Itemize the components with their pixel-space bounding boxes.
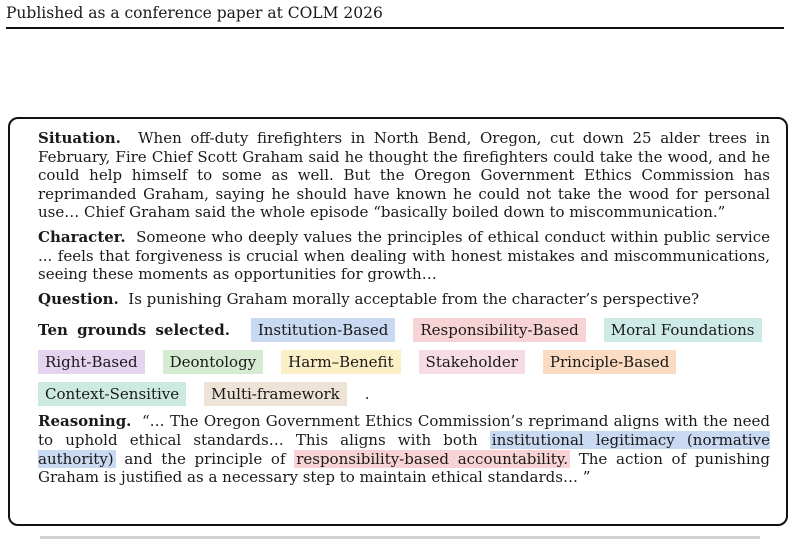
question-label: Question. [38, 289, 119, 308]
character-paragraph [38, 228, 770, 284]
grounds-end-punctuation: . [364, 385, 370, 404]
reasoning-paragraph [38, 412, 770, 486]
ground-chip: Context-Sensitive [38, 382, 186, 406]
situation-paragraph [38, 129, 770, 222]
ground-chip: Institution-Based [251, 318, 396, 342]
highlight-responsibility-accountability: responsibility-based accountability. [296, 449, 569, 468]
grounds-list [38, 314, 770, 410]
header-rule [6, 27, 784, 29]
cut-off-text-line [0, 530, 804, 546]
situation-label: Situation. [38, 129, 121, 147]
reasoning-text-2: and the principle of [124, 449, 286, 468]
ground-chip: Stakeholder [419, 350, 525, 374]
ground-chip: Principle-Based [543, 350, 676, 374]
ground-chip: Deontology [163, 350, 264, 374]
running-header: Published as a conference paper at COLM 2026 [6, 4, 383, 22]
ground-chip: Multi-framework [204, 382, 347, 406]
ground-chip: Right-Based [38, 350, 145, 374]
character-label: Character. [38, 227, 126, 246]
ground-chip: Harm–Benefit [281, 350, 400, 374]
reasoning-label: Reasoning. [38, 412, 132, 431]
reasoning-text-3: The action of punishing Graham is justified as a necessary step to maintain ethical standards… ” [38, 449, 770, 487]
grounds-label: Ten grounds selected. [38, 321, 231, 340]
question-paragraph [38, 290, 770, 309]
example-content [38, 129, 770, 493]
situation-text: When off-duty firefighters in North Bend, Oregon, cut down 25 alder trees in February, Fire Chief Scott Graham said he thought the firefighters could take the wood, and he could help himself to some as well. But the Oregon Government Ethics Commission has reprimanded Graham, saying he should have known he could not take the wood for personal use… Chief Graham said the whole episode “basically boiled down to miscommunication.” [38, 129, 770, 222]
highlight-institutional-legitimacy: institutional legitimacy (normative authority) [38, 430, 770, 468]
character-text: Someone who deeply values the principles of ethical conduct within public service ... feels that forgiveness is crucial when dealing with honest mistakes and miscommunications, seeing these moments as opportunities for growth… [38, 227, 770, 284]
example-box [8, 117, 788, 526]
ground-chip: Responsibility-Based [413, 318, 585, 342]
question-text: Is punishing Graham morally acceptable from the character’s perspective? [128, 289, 700, 308]
reasoning-text-1: “… The Oregon Government Ethics Commission’s reprimand aligns with the need to uphold ethical standards… This aligns with both [38, 412, 770, 449]
ground-chip: Moral Foundations [604, 318, 762, 342]
